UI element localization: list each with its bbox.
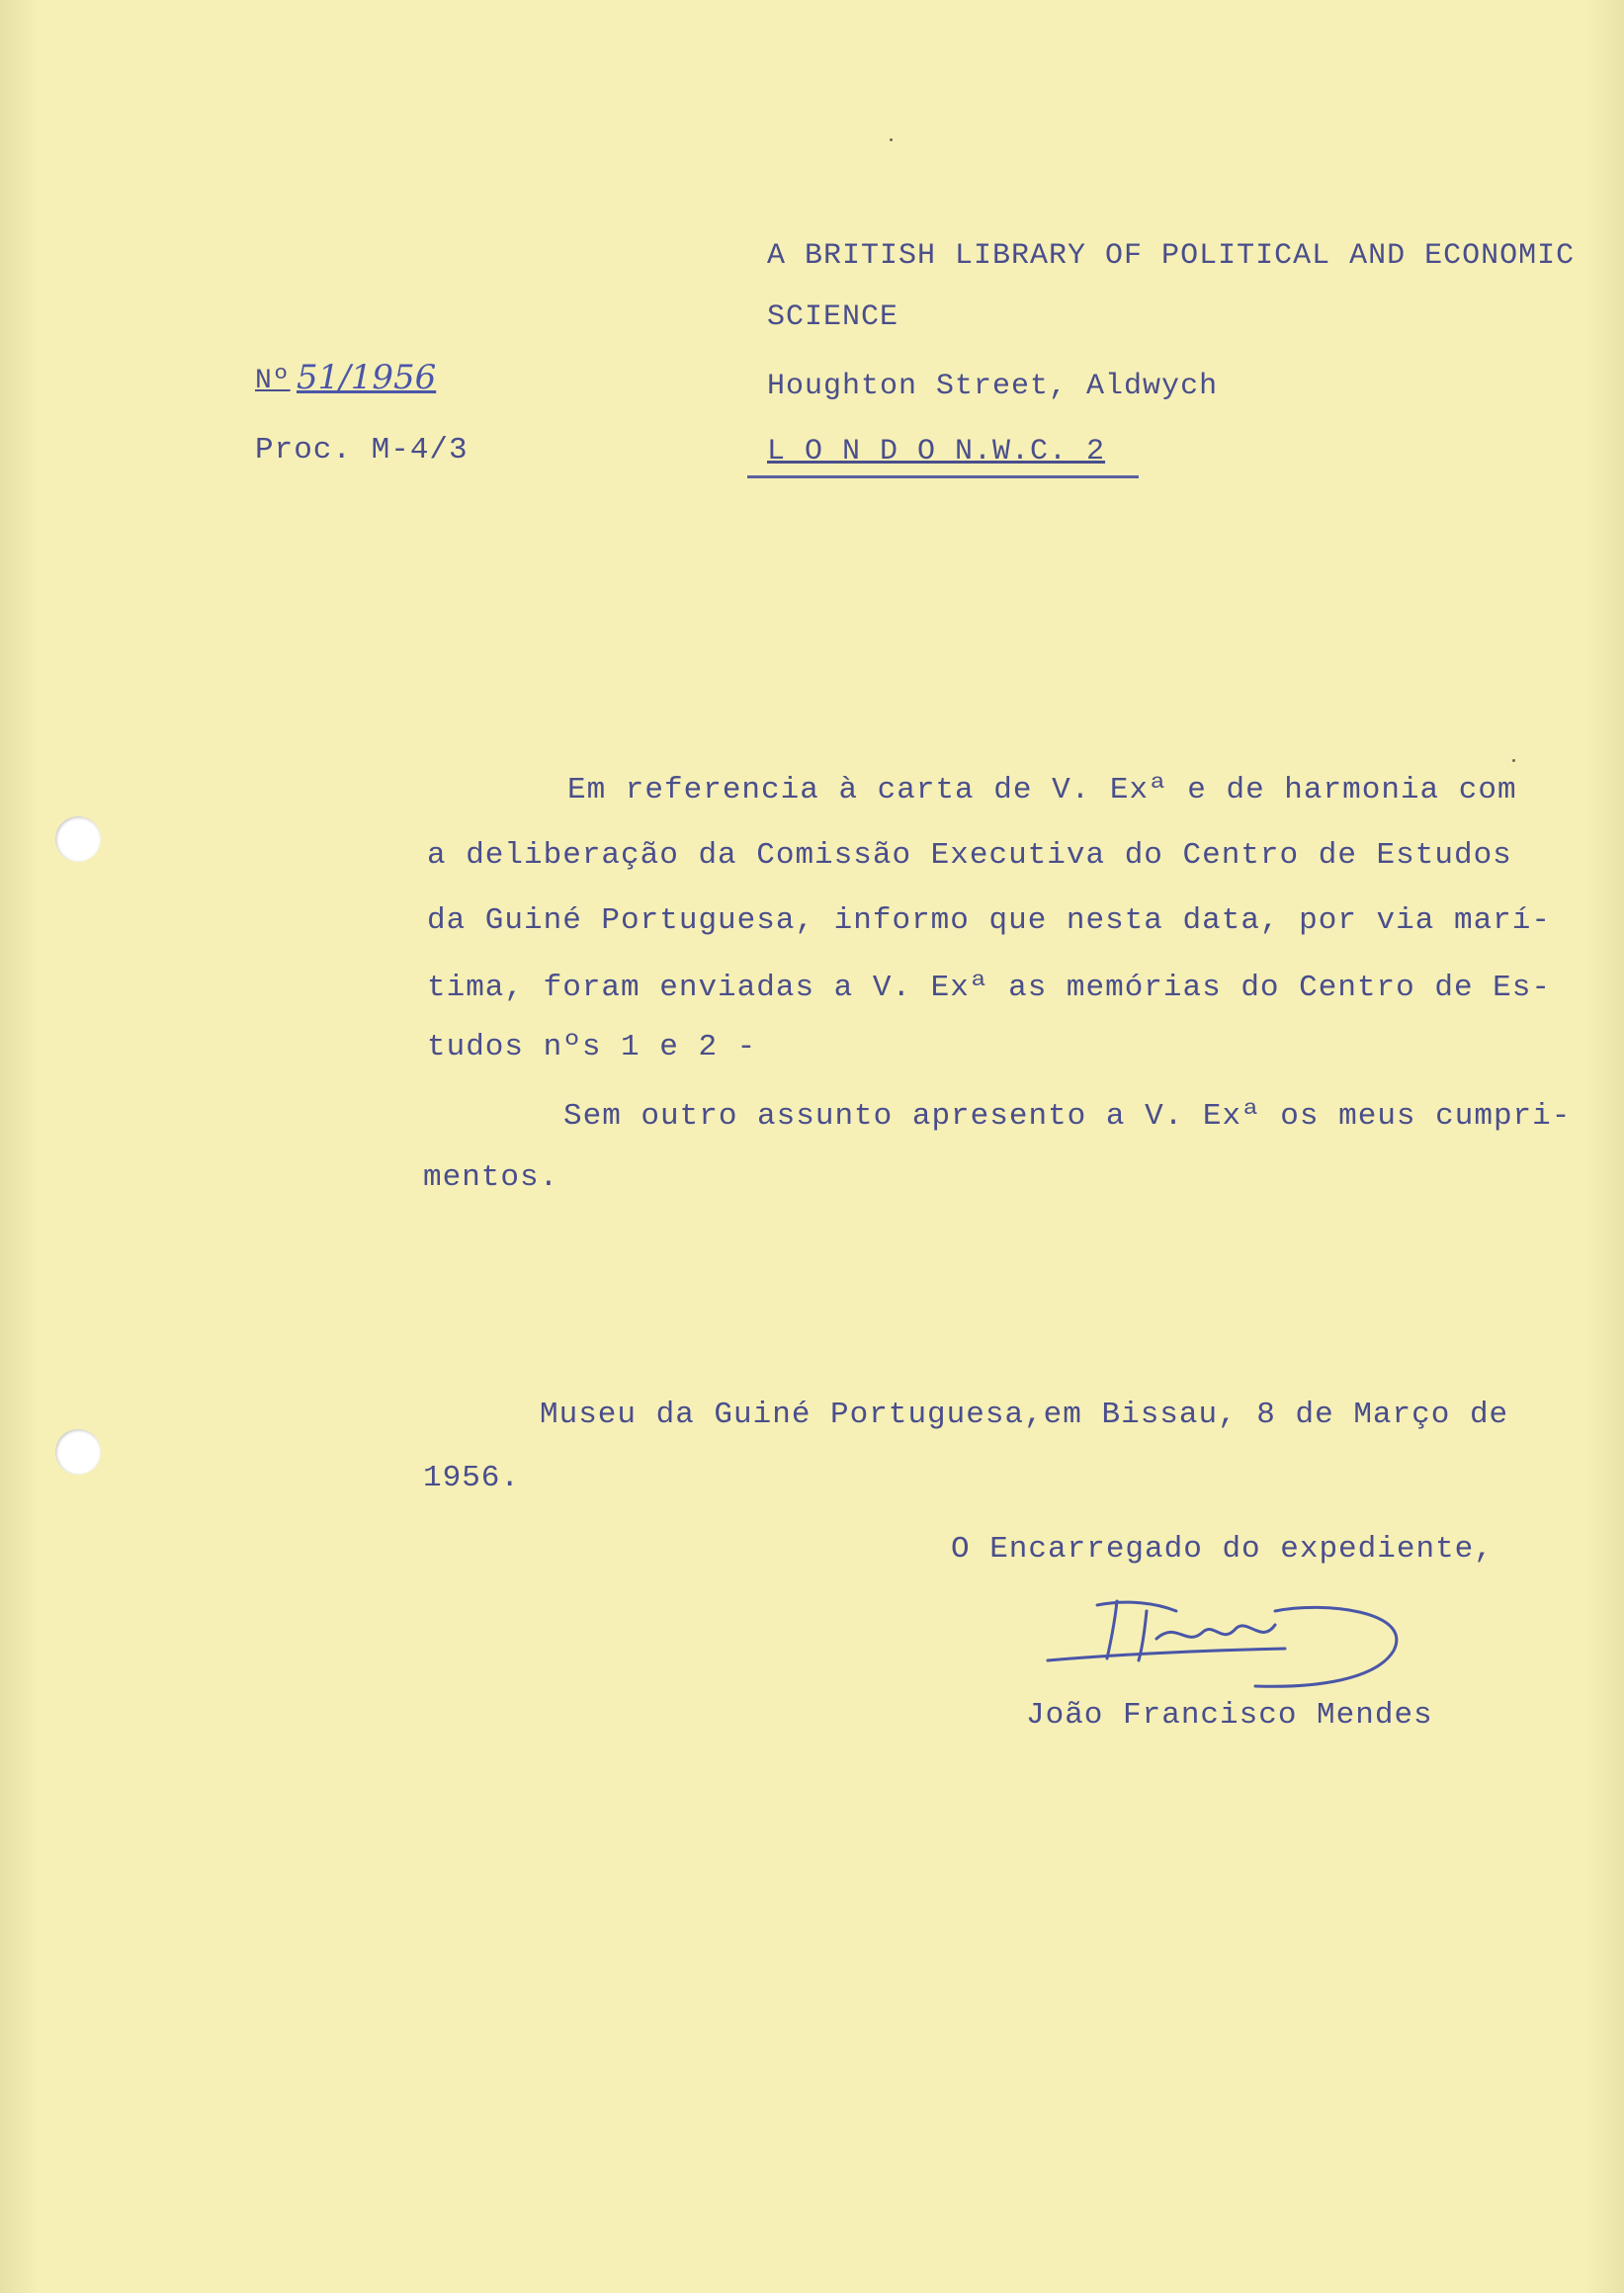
addressee-line-4: L O N D O N.W.C. 2 bbox=[767, 435, 1106, 468]
addressee-double-underline bbox=[747, 475, 1139, 478]
reference-number-prefix: Nº bbox=[255, 366, 291, 396]
signatory-name: João Francisco Mendes bbox=[1026, 1698, 1433, 1733]
dateline-line-2: 1956. bbox=[423, 1461, 521, 1495]
process-reference: Proc. M-4/3 bbox=[255, 433, 469, 467]
addressee-line-2: SCIENCE bbox=[767, 300, 899, 334]
dateline-line-1: Museu da Guiné Portuguesa,em Bissau, 8 de Março de bbox=[540, 1398, 1509, 1432]
body-line-3: da Guiné Portuguesa, informo que nesta data, por via marí- bbox=[427, 903, 1551, 938]
paper-speck bbox=[890, 138, 893, 141]
addressee-line-1: A BRITISH LIBRARY OF POLITICAL AND ECONOMIC bbox=[767, 239, 1576, 273]
body-line-2: a deliberação da Comissão Executiva do Centro de Estudos bbox=[427, 838, 1512, 873]
closing-title: O Encarregado do expediente, bbox=[951, 1532, 1494, 1567]
signature-mark bbox=[1028, 1581, 1423, 1700]
body-line-5: tudos nºs 1 e 2 - bbox=[427, 1030, 757, 1064]
body-line-7: mentos. bbox=[423, 1160, 559, 1195]
body-line-1: Em referencia à carta de V. Exª e de harmonia com bbox=[567, 773, 1517, 807]
punch-hole bbox=[55, 1429, 101, 1475]
body-line-6: Sem outro assunto apresento a V. Exª os meus cumpri- bbox=[563, 1099, 1572, 1134]
reference-number-handwritten: 51/1956 bbox=[297, 358, 437, 397]
punch-hole bbox=[55, 816, 101, 862]
page-edge-shadow bbox=[1584, 0, 1624, 2293]
page-edge-shadow bbox=[0, 0, 40, 2293]
addressee-line-3: Houghton Street, Aldwych bbox=[767, 370, 1219, 403]
paper-speck bbox=[1512, 759, 1515, 762]
body-line-4: tima, foram enviadas a V. Exª as memórias do Centro de Es- bbox=[427, 971, 1551, 1005]
